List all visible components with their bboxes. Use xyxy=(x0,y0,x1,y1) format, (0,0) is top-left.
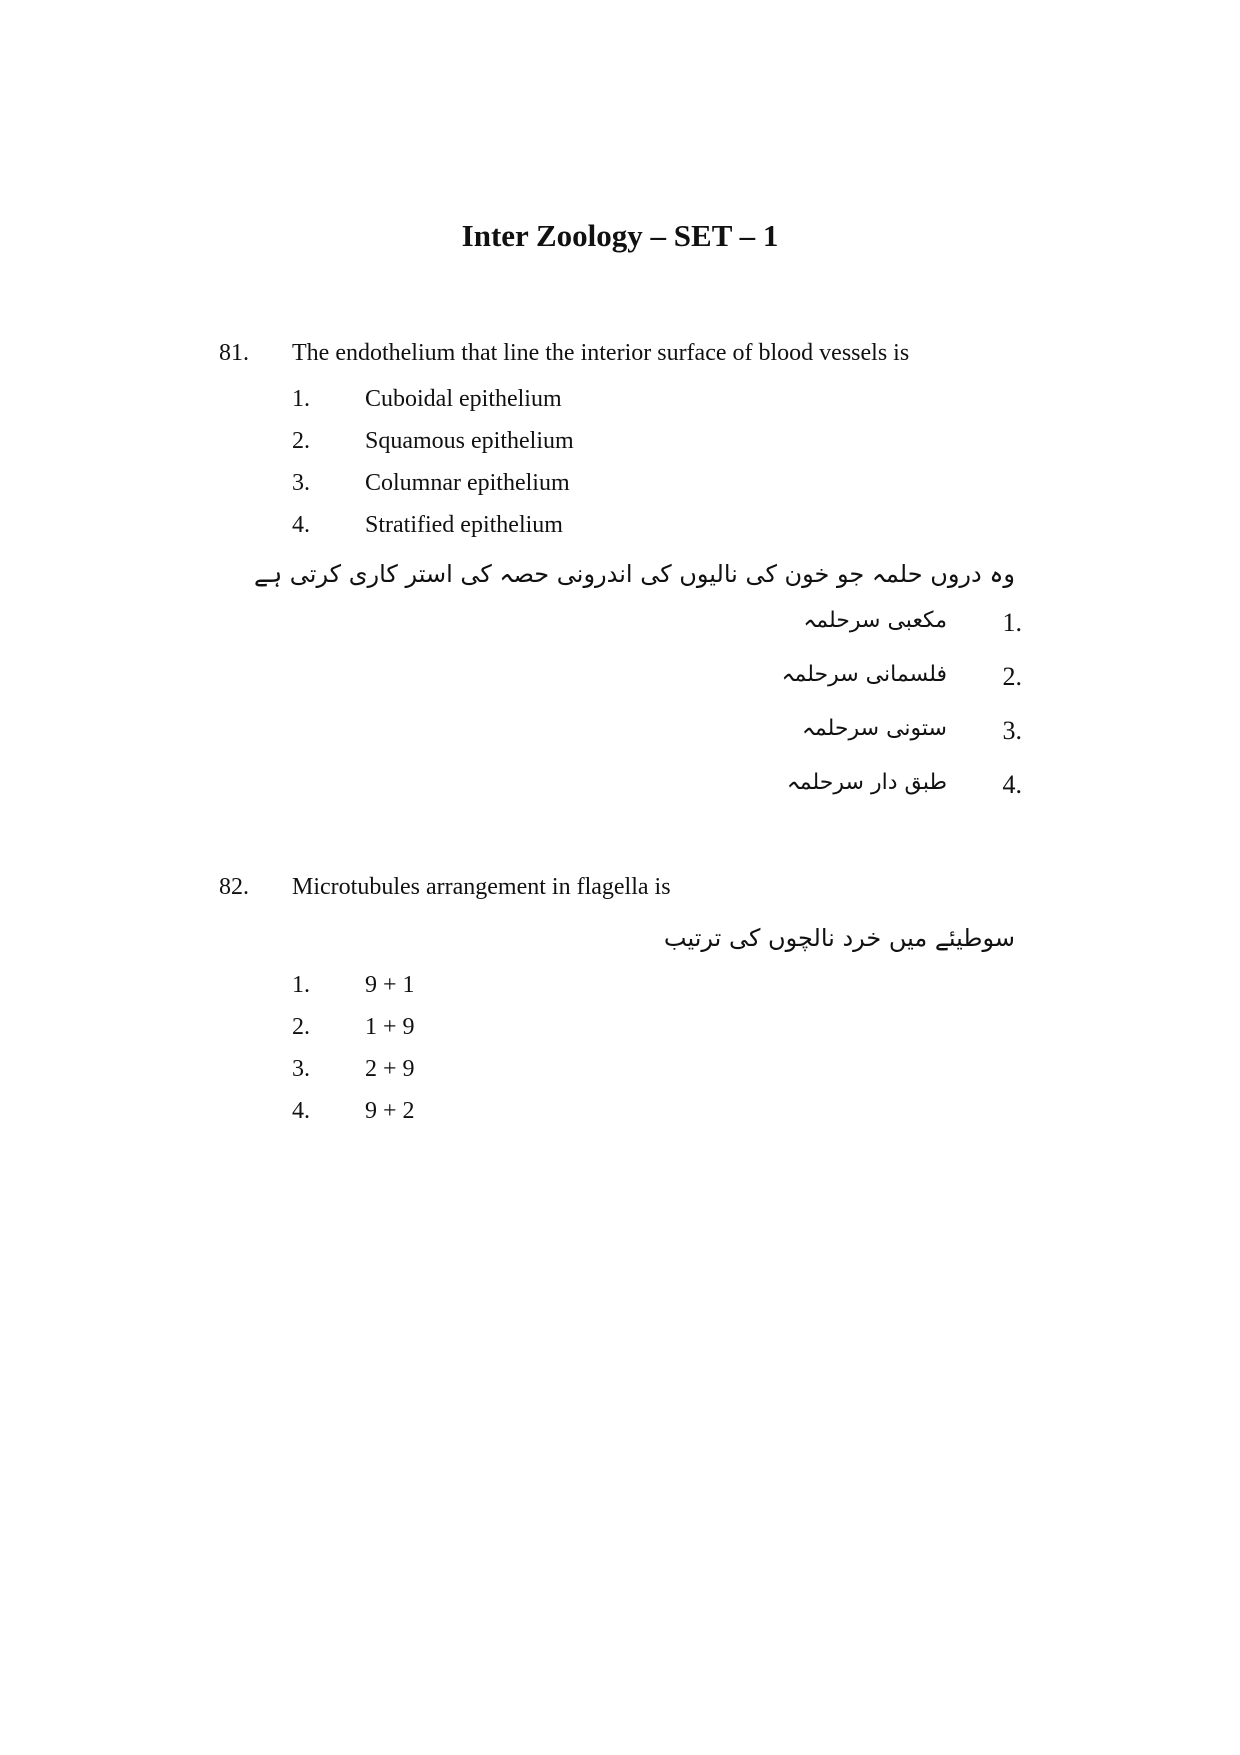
option-item xyxy=(292,386,562,413)
option-number: 3. xyxy=(292,1056,310,1082)
question-text: The endothelium that line the interior surface of blood vessels is xyxy=(292,340,910,366)
urdu-option-text: فلسمانی سرحلمہ xyxy=(781,662,947,687)
option-number: 1. xyxy=(292,972,310,998)
option-item xyxy=(292,1014,415,1041)
option-text: Cuboidal epithelium xyxy=(365,386,562,412)
option-text: Columnar epithelium xyxy=(365,470,570,496)
option-number: 2. xyxy=(292,428,310,454)
option-text: 1 + 9 xyxy=(365,1014,415,1040)
question-number: 82. xyxy=(219,874,249,900)
question-number: 81. xyxy=(219,340,249,366)
question-text: Microtubules arrangement in flagella is xyxy=(292,874,671,900)
option-text: Squamous epithelium xyxy=(365,428,574,454)
option-item xyxy=(292,512,563,539)
option-number: 1. xyxy=(292,386,310,412)
urdu-option-number: 4. xyxy=(1002,770,1022,799)
option-item xyxy=(292,1098,415,1125)
urdu-option-number: 2. xyxy=(1002,662,1022,691)
option-number: 3. xyxy=(292,470,310,496)
option-text: 2 + 9 xyxy=(365,1056,415,1082)
option-item xyxy=(292,1056,415,1083)
option-number: 2. xyxy=(292,1014,310,1040)
option-item xyxy=(292,972,415,999)
urdu-option-text: مکعبی سرحلمہ xyxy=(803,608,947,633)
urdu-option-text: طبق دار سرحلمہ xyxy=(786,770,947,795)
option-text: Stratified epithelium xyxy=(365,512,563,538)
urdu-question-text: سوطیئے میں خرد نالچوں کی ترتیب xyxy=(663,924,1015,952)
option-text: 9 + 2 xyxy=(365,1098,415,1124)
option-item xyxy=(292,428,574,455)
urdu-option-number: 1. xyxy=(1002,608,1022,637)
option-text: 9 + 1 xyxy=(365,972,415,998)
page-title: Inter Zoology – SET – 1 xyxy=(461,218,779,253)
urdu-option-text: ستونی سرحلمہ xyxy=(802,716,947,741)
urdu-question-text: وہ دروں حلمہ جو خون کی نالیوں کی اندرونی حصہ کی استر کاری کرتی ہے xyxy=(254,560,1015,588)
option-number: 4. xyxy=(292,512,310,538)
option-number: 4. xyxy=(292,1098,310,1124)
urdu-option-number: 3. xyxy=(1002,716,1022,745)
option-item xyxy=(292,470,570,497)
